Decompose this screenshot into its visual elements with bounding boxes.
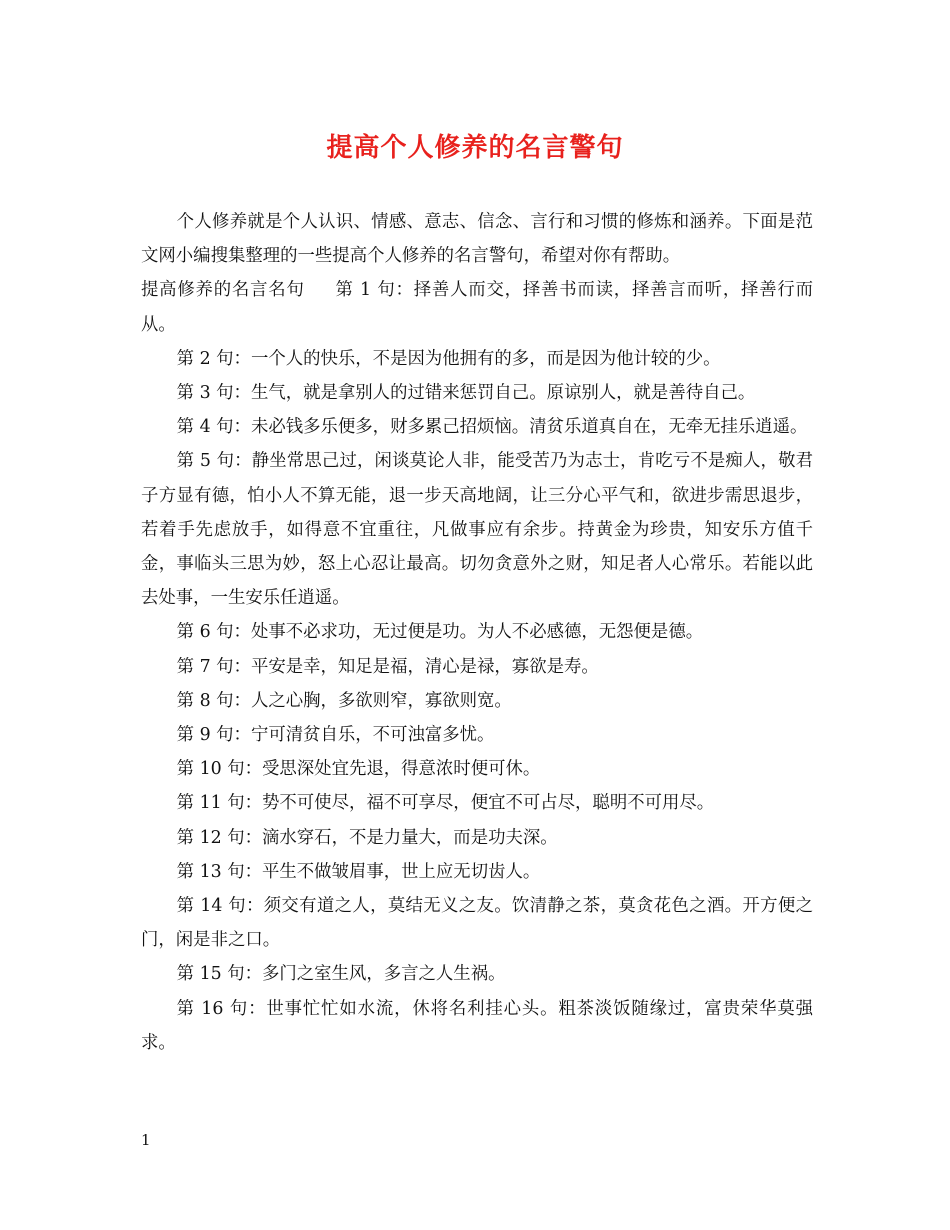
document-title: 提高个人修养的名言警句 [326,133,624,163]
document-body [141,205,813,1060]
quote-2: 第 2 句：一个人的快乐，不是因为他拥有的多，而是因为他计较的少。 [176,348,721,369]
quote-11: 第 11 句：势不可使尽，福不可享尽，便宜不可占尽，聪明不可用尽。 [176,793,715,814]
quote-6: 第 6 句：处事不必求功，无过便是功。为人不必感德，无怨便是德。 [176,622,704,643]
quote-1: 第 1 句：择善人而交，择善书而读，择善言而听，择善行而从。 [141,280,813,335]
quote-12: 第 12 句：滴水穿石，不是力量大，而是功夫深。 [176,827,558,848]
section-paragraph [141,273,813,341]
quote-8: 第 8 句：人之心胸，多欲则窄，寡欲则宽。 [176,690,512,711]
quote-16: 第 16 句：世事忙忙如水流，休将名利挂心头。粗茶淡饭随缘过，富贵荣华莫强求。 [141,998,813,1053]
section-heading: 提高修养的名言名句 [141,280,305,301]
quote-5: 第 5 句：静坐常思己过，闲谈莫论人非，能受苦乃为志士，肯吃亏不是痴人，敬君子方显有德，怕小人不算无能，退一步天高地阔，让三分心平气和，欲进步需思退步，若着手先虑放手，如得意不宜重往，凡做事应有余步。持黄金为珍贵，知安乐方值千金，事临头三思为妙，怒上心忍让最高。切勿贪意外之财，知足者人心常乐。若能以此去处事，一生安乐任逍遥。 [141,451,813,609]
quote-4: 第 4 句：未必钱多乐便多，财多累己招烦恼。清贫乐道真自在，无牵无挂乐逍遥。 [176,417,808,438]
quote-3: 第 3 句：生气，就是拿别人的过错来惩罚自己。原谅别人，就是善待自己。 [176,383,756,404]
quote-7: 第 7 句：平安是幸，知足是福，清心是禄，寡欲是寿。 [176,656,599,677]
intro-paragraph: 个人修养就是个人认识、情感、意志、信念、言行和习惯的修炼和涵养。下面是范文网小编搜集整理的一些提高个人修养的名言警句，希望对你有帮助。 [141,212,813,267]
quote-13: 第 13 句：平生不做皱眉事，世上应无切齿人。 [176,861,541,882]
quote-15: 第 15 句：多门之室生风，多言之人生祸。 [176,964,506,985]
page-number: 1 [141,1131,151,1149]
quote-14: 第 14 句：须交有道之人，莫结无义之友。饮清静之茶，莫贪花色之酒。开方便之门，闲是非之口。 [141,896,813,951]
quote-10: 第 10 句：受思深处宜先退，得意浓时便可休。 [176,759,541,780]
quote-9: 第 9 句：宁可清贫自乐，不可浊富多忧。 [176,725,495,746]
